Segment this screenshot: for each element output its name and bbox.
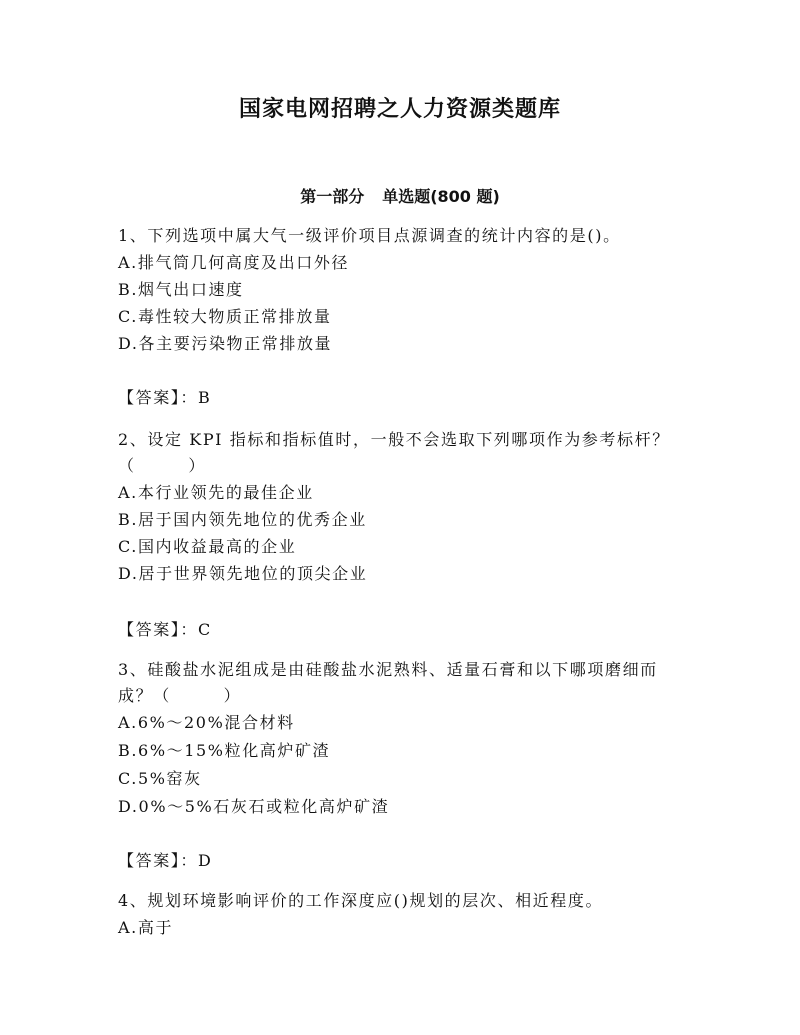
question-1-option-d: D.各主要污染物正常排放量 <box>118 334 333 353</box>
question-1-answer <box>118 388 211 408</box>
question-1-option-b: B.烟气出口速度 <box>118 280 244 299</box>
question-3-option-b: B.6%～15%粒化高炉矿渣 <box>118 741 331 760</box>
section-part: 第一部分 <box>300 187 365 206</box>
question-2-answer <box>118 620 212 640</box>
question-3-option-d: D.0%～5%石灰石或粒化高炉矿渣 <box>118 797 390 816</box>
answer-value: D <box>198 851 213 870</box>
question-3-option-c: C.5%窑灰 <box>118 769 202 788</box>
question-3-stem-line-2: 成？（ ） <box>118 686 242 705</box>
answer-value: C <box>198 620 212 639</box>
section-name: 单选题(800 题) <box>382 187 500 206</box>
question-2-option-b: B.居于国内领先地位的优秀企业 <box>118 510 367 529</box>
document-title: 国家电网招聘之人力资源类题库 <box>238 97 561 122</box>
question-2-option-a: A.本行业领先的最佳企业 <box>118 483 314 502</box>
question-2-stem-line-1: 2、设定 KPI 指标和指标值时，一般不会选取下列哪项作为参考标杆？ <box>118 430 670 449</box>
question-3-option-a: A.6%～20%混合材料 <box>118 713 295 732</box>
answer-label: 【答案】： <box>118 620 199 639</box>
question-1-option-a: A.排气筒几何高度及出口外径 <box>118 253 350 272</box>
question-2-option-d: D.居于世界领先地位的顶尖企业 <box>118 564 368 583</box>
answer-value: B <box>198 388 212 407</box>
question-1-stem: 1、下列选项中属大气一级评价项目点源调查的统计内容的是()。 <box>118 226 621 245</box>
question-2-option-c: C.国内收益最高的企业 <box>118 537 297 556</box>
answer-label: 【答案】： <box>118 851 199 870</box>
section-heading <box>0 184 800 207</box>
question-2-stem-line-2: （ ） <box>118 456 207 475</box>
answer-label: 【答案】： <box>118 388 199 407</box>
question-1-option-c: C.毒性较大物质正常排放量 <box>118 307 332 326</box>
question-4-stem: 4、规划环境影响评价的工作深度应()规划的层次、相近程度。 <box>118 891 604 910</box>
question-4-option-a: A.高于 <box>118 918 174 937</box>
question-3-answer <box>118 851 212 871</box>
question-3-stem-line-1: 3、硅酸盐水泥组成是由硅酸盐水泥熟料、适量石膏和以下哪项磨细而 <box>118 660 658 679</box>
